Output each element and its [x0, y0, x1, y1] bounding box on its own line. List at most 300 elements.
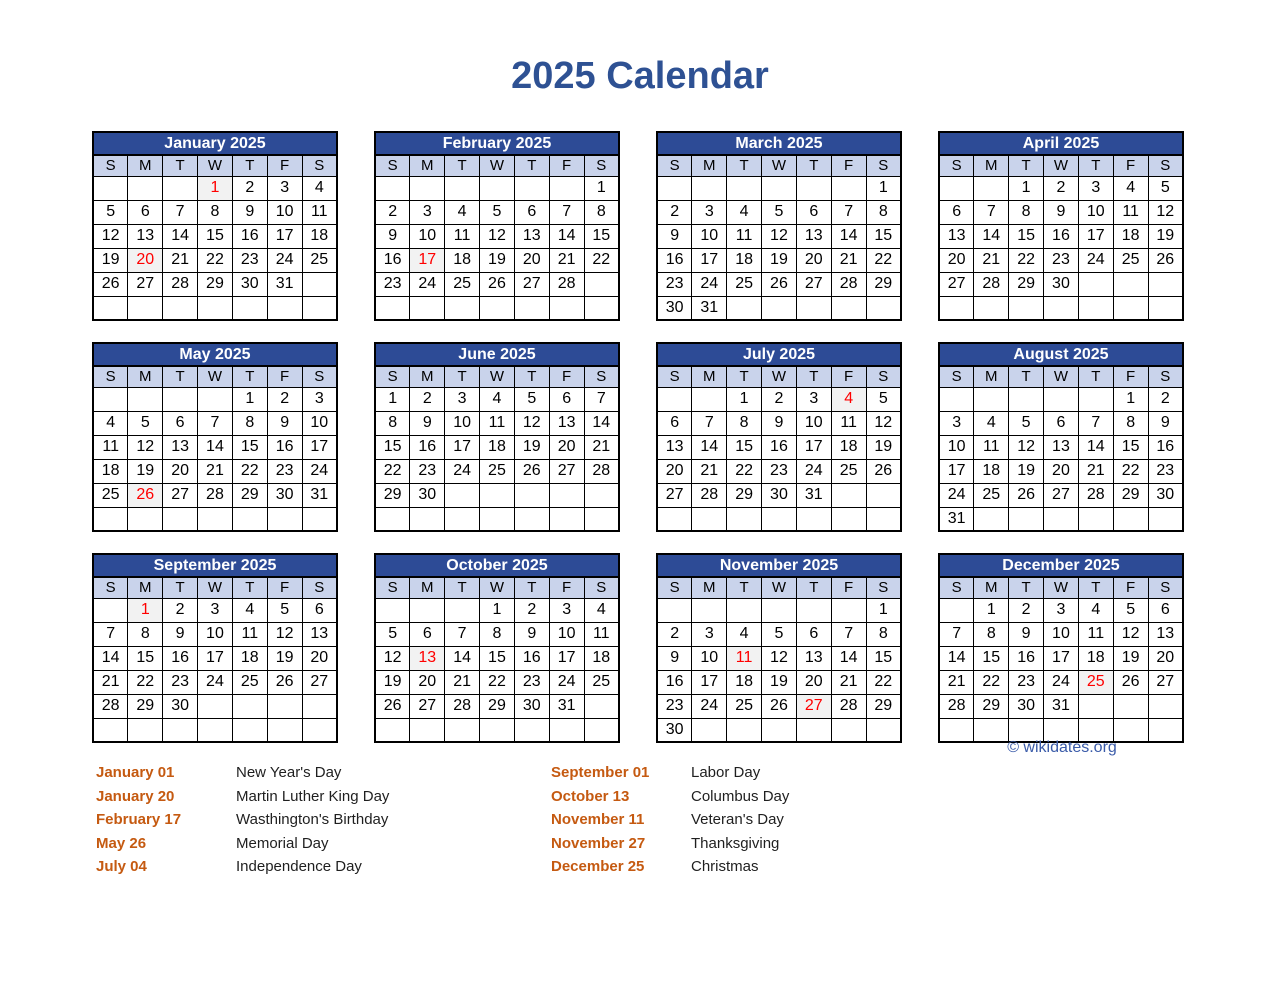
- holiday-day-cell: 13: [410, 646, 445, 670]
- day-cell: 7: [93, 622, 128, 646]
- weekday-header: T: [1078, 577, 1113, 598]
- day-cell: [302, 296, 337, 320]
- day-cell: 7: [974, 200, 1009, 224]
- day-cell: 4: [93, 411, 128, 435]
- weekday-header: M: [410, 155, 445, 176]
- holiday-day-cell: 1: [128, 598, 163, 622]
- day-cell: [302, 718, 337, 742]
- day-cell: 18: [974, 459, 1009, 483]
- day-cell: 11: [974, 435, 1009, 459]
- day-cell: [163, 176, 198, 200]
- day-cell: 2: [657, 200, 692, 224]
- day-cell: 14: [1078, 435, 1113, 459]
- weekday-header: W: [1044, 155, 1079, 176]
- day-cell: 28: [939, 694, 974, 718]
- week-row: [657, 411, 901, 435]
- day-cell: 6: [302, 598, 337, 622]
- day-cell: 10: [410, 224, 445, 248]
- day-cell: 7: [584, 387, 619, 411]
- day-cell: [1009, 296, 1044, 320]
- week-row: [939, 224, 1183, 248]
- week-row: [657, 459, 901, 483]
- day-cell: 24: [796, 459, 831, 483]
- weekday-header: T: [163, 155, 198, 176]
- day-cell: 15: [128, 646, 163, 670]
- week-row: [375, 483, 619, 507]
- week-row: [657, 248, 901, 272]
- day-cell: [163, 387, 198, 411]
- week-row: [93, 411, 337, 435]
- month-july: [656, 342, 902, 532]
- week-row: [375, 248, 619, 272]
- day-cell: 9: [232, 200, 267, 224]
- day-cell: 27: [163, 483, 198, 507]
- day-cell: 6: [128, 200, 163, 224]
- day-cell: 22: [584, 248, 619, 272]
- day-cell: 14: [974, 224, 1009, 248]
- day-cell: [198, 718, 233, 742]
- day-cell: 29: [128, 694, 163, 718]
- day-cell: 23: [657, 694, 692, 718]
- day-cell: 20: [163, 459, 198, 483]
- day-cell: [1113, 694, 1148, 718]
- day-cell: 19: [866, 435, 901, 459]
- day-cell: 14: [831, 224, 866, 248]
- day-cell: 11: [1113, 200, 1148, 224]
- day-cell: [267, 718, 302, 742]
- day-cell: [1044, 387, 1079, 411]
- day-cell: 21: [549, 248, 584, 272]
- weekday-header: T: [163, 577, 198, 598]
- month-title: September 2025: [93, 554, 337, 577]
- day-cell: [1044, 507, 1079, 531]
- day-cell: 30: [163, 694, 198, 718]
- day-cell: [302, 272, 337, 296]
- day-cell: 1: [866, 598, 901, 622]
- day-cell: 18: [1113, 224, 1148, 248]
- day-cell: 4: [480, 387, 515, 411]
- week-row: [657, 296, 901, 320]
- weekday-header: M: [974, 366, 1009, 387]
- day-cell: 22: [198, 248, 233, 272]
- day-cell: [514, 507, 549, 531]
- month-title: December 2025: [939, 554, 1183, 577]
- day-cell: 25: [445, 272, 480, 296]
- weekday-header: T: [445, 155, 480, 176]
- day-cell: [93, 598, 128, 622]
- day-cell: 13: [302, 622, 337, 646]
- day-cell: [410, 176, 445, 200]
- day-cell: [657, 176, 692, 200]
- week-row: [375, 224, 619, 248]
- month-title: July 2025: [657, 343, 901, 366]
- day-cell: 19: [267, 646, 302, 670]
- week-row: [93, 718, 337, 742]
- day-cell: 23: [375, 272, 410, 296]
- weekday-header: W: [198, 366, 233, 387]
- holiday-name: Independence Day: [236, 858, 362, 876]
- day-cell: 6: [549, 387, 584, 411]
- week-row: [657, 670, 901, 694]
- week-row: [657, 200, 901, 224]
- day-cell: 24: [410, 272, 445, 296]
- day-cell: 11: [232, 622, 267, 646]
- month-title: June 2025: [375, 343, 619, 366]
- day-cell: 25: [584, 670, 619, 694]
- day-cell: 5: [514, 387, 549, 411]
- day-cell: 27: [302, 670, 337, 694]
- holiday-name: Wasthington's Birthday: [236, 811, 389, 829]
- day-cell: 9: [762, 411, 797, 435]
- day-cell: 1: [480, 598, 515, 622]
- day-cell: [796, 598, 831, 622]
- day-cell: 9: [657, 646, 692, 670]
- day-cell: 10: [267, 200, 302, 224]
- day-cell: 18: [831, 435, 866, 459]
- weekday-header: S: [1148, 366, 1183, 387]
- day-cell: 26: [762, 272, 797, 296]
- day-cell: [198, 296, 233, 320]
- day-cell: 6: [514, 200, 549, 224]
- day-cell: 16: [657, 670, 692, 694]
- day-cell: 8: [375, 411, 410, 435]
- day-cell: [375, 176, 410, 200]
- week-row: [657, 272, 901, 296]
- day-cell: 14: [939, 646, 974, 670]
- day-cell: [1078, 272, 1113, 296]
- day-cell: 4: [584, 598, 619, 622]
- day-cell: 5: [1148, 176, 1183, 200]
- day-cell: 22: [727, 459, 762, 483]
- day-cell: 21: [692, 459, 727, 483]
- day-cell: [974, 296, 1009, 320]
- day-cell: [831, 483, 866, 507]
- day-cell: 17: [198, 646, 233, 670]
- weekday-header: S: [375, 366, 410, 387]
- holiday-row: [96, 832, 551, 856]
- day-cell: 17: [692, 670, 727, 694]
- day-cell: 29: [480, 694, 515, 718]
- week-row: [939, 598, 1183, 622]
- weekday-header: S: [584, 366, 619, 387]
- day-cell: [762, 507, 797, 531]
- day-cell: [1113, 507, 1148, 531]
- day-cell: [93, 176, 128, 200]
- week-row: [939, 200, 1183, 224]
- weekday-header: T: [163, 366, 198, 387]
- day-cell: 15: [1113, 435, 1148, 459]
- day-cell: 24: [198, 670, 233, 694]
- day-cell: 3: [302, 387, 337, 411]
- day-cell: [727, 507, 762, 531]
- day-cell: 28: [692, 483, 727, 507]
- weekday-header: W: [198, 155, 233, 176]
- day-cell: 7: [198, 411, 233, 435]
- day-cell: 11: [584, 622, 619, 646]
- day-cell: 30: [232, 272, 267, 296]
- day-cell: 24: [692, 272, 727, 296]
- day-cell: [1009, 387, 1044, 411]
- weekday-header: M: [974, 577, 1009, 598]
- day-cell: 26: [375, 694, 410, 718]
- day-cell: 2: [762, 387, 797, 411]
- holiday-row: [551, 855, 789, 879]
- day-cell: [198, 507, 233, 531]
- week-row: [657, 387, 901, 411]
- day-cell: [514, 296, 549, 320]
- day-cell: [93, 296, 128, 320]
- week-row: [375, 411, 619, 435]
- day-cell: 28: [584, 459, 619, 483]
- day-cell: 25: [232, 670, 267, 694]
- day-cell: 21: [831, 248, 866, 272]
- day-cell: 17: [692, 248, 727, 272]
- day-cell: 14: [163, 224, 198, 248]
- day-cell: 10: [692, 224, 727, 248]
- day-cell: 8: [1009, 200, 1044, 224]
- day-cell: 29: [1113, 483, 1148, 507]
- day-cell: [692, 718, 727, 742]
- holiday-date: January 20: [96, 787, 175, 805]
- weekday-header: T: [727, 366, 762, 387]
- day-cell: 7: [549, 200, 584, 224]
- day-cell: 10: [1044, 622, 1079, 646]
- day-cell: 27: [657, 483, 692, 507]
- day-cell: 16: [1148, 435, 1183, 459]
- day-cell: 22: [128, 670, 163, 694]
- day-cell: 10: [549, 622, 584, 646]
- day-cell: 16: [762, 435, 797, 459]
- day-cell: 20: [939, 248, 974, 272]
- weekday-header: S: [657, 577, 692, 598]
- month-june: [374, 342, 620, 532]
- day-cell: 27: [1044, 483, 1079, 507]
- day-cell: [939, 176, 974, 200]
- day-cell: 4: [974, 411, 1009, 435]
- day-cell: [584, 694, 619, 718]
- day-cell: 15: [974, 646, 1009, 670]
- day-cell: 17: [267, 224, 302, 248]
- day-cell: 12: [375, 646, 410, 670]
- week-row: [93, 459, 337, 483]
- day-cell: [974, 176, 1009, 200]
- day-cell: [410, 507, 445, 531]
- day-cell: [1009, 507, 1044, 531]
- day-cell: [584, 507, 619, 531]
- day-cell: [727, 598, 762, 622]
- day-cell: 19: [1148, 224, 1183, 248]
- day-cell: 24: [939, 483, 974, 507]
- day-cell: 14: [549, 224, 584, 248]
- day-cell: 6: [410, 622, 445, 646]
- day-cell: 1: [584, 176, 619, 200]
- day-cell: [939, 598, 974, 622]
- week-row: [657, 224, 901, 248]
- day-cell: 12: [93, 224, 128, 248]
- day-cell: [302, 694, 337, 718]
- copyright-link[interactable]: © wikidates.org: [1007, 739, 1117, 756]
- holiday-name: Veteran's Day: [691, 811, 784, 829]
- weekday-header: T: [1009, 577, 1044, 598]
- month-august: [938, 342, 1184, 532]
- day-cell: 20: [410, 670, 445, 694]
- weekday-header: T: [445, 366, 480, 387]
- day-cell: 29: [232, 483, 267, 507]
- day-cell: 12: [128, 435, 163, 459]
- day-cell: 19: [1113, 646, 1148, 670]
- weekday-header: T: [232, 577, 267, 598]
- week-row: [375, 176, 619, 200]
- day-cell: 20: [657, 459, 692, 483]
- week-row: [939, 272, 1183, 296]
- day-cell: [128, 176, 163, 200]
- day-cell: 22: [1009, 248, 1044, 272]
- week-row: [93, 224, 337, 248]
- day-cell: 3: [692, 622, 727, 646]
- weekday-header: T: [514, 577, 549, 598]
- weekday-header: T: [445, 577, 480, 598]
- day-cell: [480, 296, 515, 320]
- page-title: 2025 Calendar: [511, 55, 769, 97]
- day-cell: [974, 507, 1009, 531]
- day-cell: [1148, 507, 1183, 531]
- day-cell: 13: [939, 224, 974, 248]
- day-cell: 21: [584, 435, 619, 459]
- holiday-day-cell: 1: [198, 176, 233, 200]
- week-row: [939, 622, 1183, 646]
- day-cell: 12: [866, 411, 901, 435]
- day-cell: 20: [796, 248, 831, 272]
- weekday-header: F: [267, 155, 302, 176]
- weekday-header: T: [514, 155, 549, 176]
- day-cell: 6: [796, 622, 831, 646]
- day-cell: [584, 272, 619, 296]
- day-cell: 8: [866, 622, 901, 646]
- day-cell: [762, 718, 797, 742]
- holiday-row: [96, 808, 551, 832]
- day-cell: 23: [657, 272, 692, 296]
- day-cell: 5: [93, 200, 128, 224]
- weekday-header: F: [267, 366, 302, 387]
- day-cell: 25: [302, 248, 337, 272]
- day-cell: 9: [163, 622, 198, 646]
- holiday-list: [96, 761, 789, 879]
- day-cell: 24: [1078, 248, 1113, 272]
- day-cell: 16: [657, 248, 692, 272]
- day-cell: 10: [939, 435, 974, 459]
- day-cell: 22: [1113, 459, 1148, 483]
- day-cell: 7: [939, 622, 974, 646]
- weekday-header: M: [128, 366, 163, 387]
- day-cell: [375, 296, 410, 320]
- weekday-header: F: [549, 577, 584, 598]
- holiday-date: January 01: [96, 764, 175, 782]
- weekday-header: W: [762, 577, 797, 598]
- day-cell: 7: [163, 200, 198, 224]
- day-cell: 28: [549, 272, 584, 296]
- day-cell: 15: [1009, 224, 1044, 248]
- weekday-header: M: [692, 577, 727, 598]
- day-cell: 26: [1009, 483, 1044, 507]
- day-cell: [514, 176, 549, 200]
- day-cell: 5: [1009, 411, 1044, 435]
- day-cell: 16: [1009, 646, 1044, 670]
- week-row: [375, 646, 619, 670]
- day-cell: [796, 296, 831, 320]
- day-cell: 23: [410, 459, 445, 483]
- month-april: [938, 131, 1184, 321]
- day-cell: 31: [267, 272, 302, 296]
- week-row: [375, 507, 619, 531]
- day-cell: 8: [232, 411, 267, 435]
- day-cell: 22: [974, 670, 1009, 694]
- day-cell: [267, 296, 302, 320]
- day-cell: [480, 483, 515, 507]
- day-cell: [232, 694, 267, 718]
- day-cell: 22: [866, 248, 901, 272]
- day-cell: 6: [657, 411, 692, 435]
- day-cell: [657, 598, 692, 622]
- weekday-header: M: [410, 577, 445, 598]
- day-cell: 26: [93, 272, 128, 296]
- day-cell: 8: [480, 622, 515, 646]
- day-cell: 19: [762, 670, 797, 694]
- day-cell: 2: [410, 387, 445, 411]
- weekday-header: T: [796, 155, 831, 176]
- day-cell: [128, 507, 163, 531]
- day-cell: [549, 483, 584, 507]
- day-cell: [445, 598, 480, 622]
- day-cell: 15: [866, 224, 901, 248]
- day-cell: 29: [727, 483, 762, 507]
- week-row: [939, 248, 1183, 272]
- day-cell: [128, 387, 163, 411]
- day-cell: [657, 507, 692, 531]
- day-cell: 16: [514, 646, 549, 670]
- weekday-header: M: [692, 366, 727, 387]
- week-row: [93, 272, 337, 296]
- day-cell: 31: [302, 483, 337, 507]
- day-cell: 3: [410, 200, 445, 224]
- day-cell: 31: [939, 507, 974, 531]
- week-row: [939, 387, 1183, 411]
- day-cell: 30: [1044, 272, 1079, 296]
- months-grid: [92, 131, 1184, 743]
- day-cell: 2: [1044, 176, 1079, 200]
- day-cell: 9: [1044, 200, 1079, 224]
- day-cell: [1148, 272, 1183, 296]
- week-row: [375, 694, 619, 718]
- weekday-header: W: [1044, 366, 1079, 387]
- day-cell: 18: [584, 646, 619, 670]
- month-december: [938, 553, 1184, 743]
- day-cell: 29: [866, 272, 901, 296]
- week-row: [657, 598, 901, 622]
- day-cell: 27: [939, 272, 974, 296]
- day-cell: 10: [1078, 200, 1113, 224]
- day-cell: 24: [692, 694, 727, 718]
- day-cell: 22: [375, 459, 410, 483]
- week-row: [93, 598, 337, 622]
- weekday-header: F: [831, 366, 866, 387]
- day-cell: 23: [1148, 459, 1183, 483]
- day-cell: 12: [1148, 200, 1183, 224]
- day-cell: 13: [657, 435, 692, 459]
- day-cell: 9: [267, 411, 302, 435]
- weekday-header: T: [1009, 366, 1044, 387]
- day-cell: 30: [657, 718, 692, 742]
- month-title: April 2025: [939, 132, 1183, 155]
